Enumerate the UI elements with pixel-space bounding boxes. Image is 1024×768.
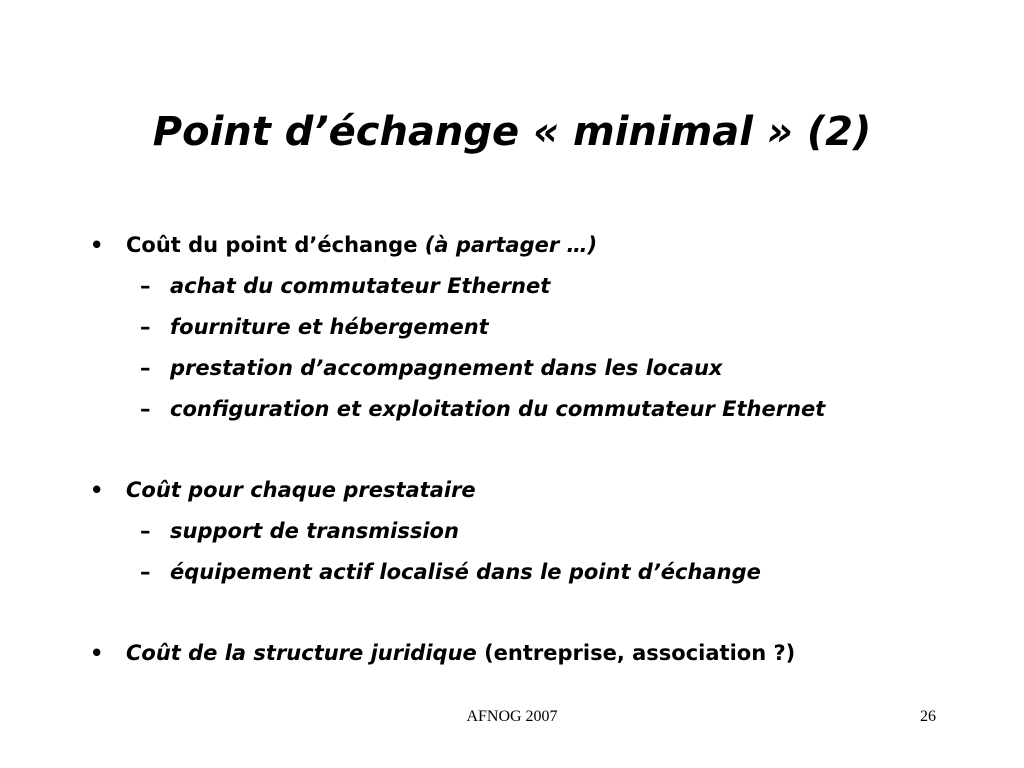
bullet-marker: • [90,233,104,257]
subitem-text: support de transmission [170,519,459,543]
bullet-text-paren: (entreprise, association ?) [484,641,796,665]
bullet-text-italic: (à partager …) [424,233,598,257]
subitem-2-1 [90,514,990,555]
footer-text: AFNOG 2007 [466,708,558,725]
bullet-item-1 [90,228,990,262]
subitem-text: fourniture et hébergement [170,315,489,339]
dash-marker: – [140,560,151,584]
subitem-text: équipement actif localisé dans le point d’échange [170,560,761,584]
bullet-marker: • [90,641,104,665]
bullet-item-2 [90,473,990,507]
slide-title: Point d’échange « minimal » (2) [152,109,872,155]
spacer [90,596,990,636]
bullet-text: Coût de la structure juridique [126,641,485,665]
spacer [90,433,990,473]
bullet-item-3 [90,636,990,670]
dash-marker: – [140,356,151,380]
subitem-text: configuration et exploitation du commutateur Ethernet [170,397,826,421]
subitem-2-2 [90,555,990,596]
bullet-text: Coût du point d’échange [126,233,425,257]
bullet-marker: • [90,478,104,502]
dash-marker: – [140,519,151,543]
slide-body [90,228,990,670]
subitem-1-2 [90,310,990,351]
dash-marker: – [140,274,151,298]
subitem-1-3 [90,351,990,392]
subitem-text: achat du commutateur Ethernet [170,274,551,298]
bullet-text: Coût pour chaque prestataire [126,478,476,502]
subitem-text: prestation d’accompagnement dans les locaux [170,356,723,380]
dash-marker: – [140,397,151,421]
dash-marker: – [140,315,151,339]
subitem-1-1 [90,269,990,310]
subitem-1-4 [90,392,990,433]
slide-number: 26 [920,708,936,725]
